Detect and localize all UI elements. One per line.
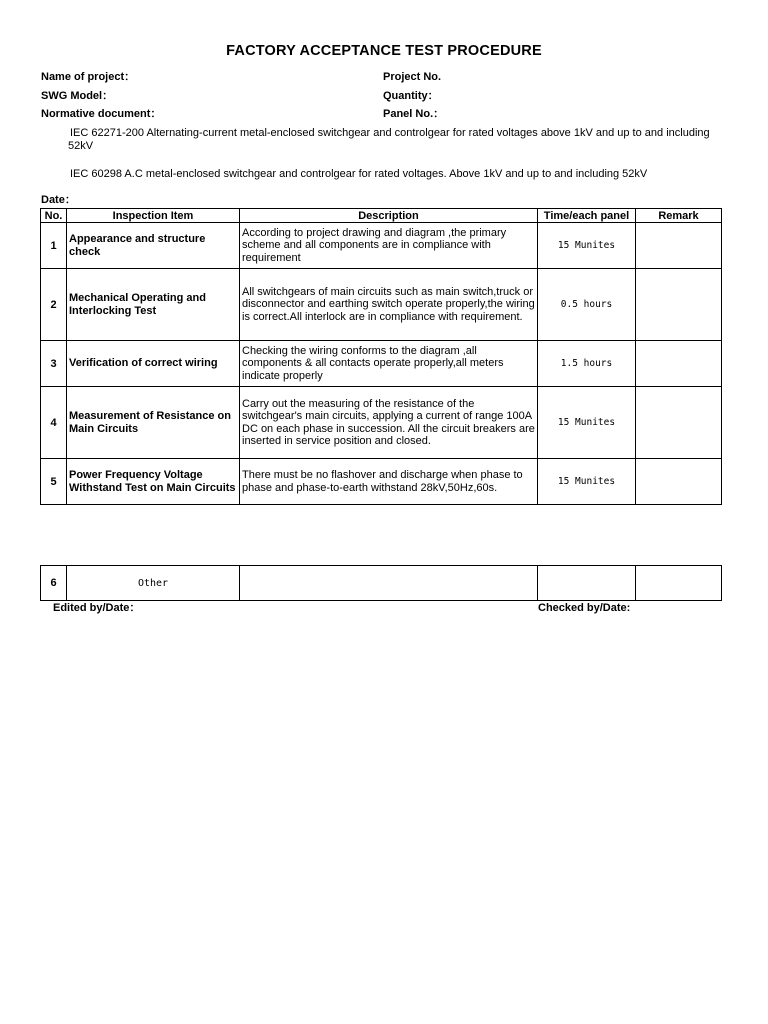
- table-row: [41, 459, 722, 505]
- time-cell: 15 Munites: [538, 459, 636, 505]
- time-cell: 0.5 hours: [538, 269, 636, 341]
- table-row: [41, 387, 722, 459]
- checked-by-label: Checked by/Date:: [538, 602, 631, 614]
- inspection-item: Verification of correct wiring: [67, 341, 240, 387]
- description-cell[interactable]: [240, 566, 538, 601]
- table-row-other: [41, 566, 722, 601]
- standard-iec-60298: IEC 60298 A.C metal-enclosed switchgear and controlgear for rated voltages. Above 1kV and up to and including 52kV: [70, 168, 648, 180]
- table-row: [41, 269, 722, 341]
- document-title: FACTORY ACCEPTANCE TEST PROCEDURE: [226, 43, 542, 59]
- description-cell: According to project drawing and diagram ,the primary scheme and all components are in compliance with requirement: [240, 223, 538, 269]
- header-remark: Remark: [636, 209, 722, 223]
- name-of-project-label: Name of project：: [41, 71, 136, 83]
- swg-model-label: SWG Model：: [41, 90, 114, 102]
- remark-cell[interactable]: [636, 223, 722, 269]
- time-cell: 15 Munites: [538, 387, 636, 459]
- row-number: 4: [41, 387, 67, 459]
- description-cell: All switchgears of main circuits such as main switch,truck or disconnector and earthing switch operate properly,the wiring is correct.All interlock are in compliance with requirement.: [240, 269, 538, 341]
- table-header-row: [41, 209, 722, 223]
- edited-by-label: Edited by/Date：: [53, 602, 141, 614]
- inspection-table: [40, 208, 722, 505]
- row-number: 3: [41, 341, 67, 387]
- inspection-item: Other: [67, 566, 240, 601]
- row-number: 1: [41, 223, 67, 269]
- remark-cell[interactable]: [636, 387, 722, 459]
- description-cell: There must be no flashover and discharge when phase to phase and phase-to-earth withstand 28kV,50Hz,60s.: [240, 459, 538, 505]
- table-row: [41, 341, 722, 387]
- inspection-item: Power Frequency Voltage Withstand Test on Main Circuits: [67, 459, 240, 505]
- remark-cell[interactable]: [636, 341, 722, 387]
- description-cell: Carry out the measuring of the resistance of the switchgear's main circuits, applying a current of range 100A DC on each phase in succession. All the circuit breakers are inserted in service position and closed.: [240, 387, 538, 459]
- header-no: No.: [41, 209, 67, 223]
- table-row: [41, 223, 722, 269]
- row-number: 5: [41, 459, 67, 505]
- inspection-item: Mechanical Operating and Interlocking Test: [67, 269, 240, 341]
- other-table: [40, 565, 722, 601]
- header-time: Time/each panel: [538, 209, 636, 223]
- header-description: Description: [240, 209, 538, 223]
- remark-cell[interactable]: [636, 269, 722, 341]
- inspection-item: Measurement of Resistance on Main Circuits: [67, 387, 240, 459]
- inspection-item: Appearance and structure check: [67, 223, 240, 269]
- header-inspection-item: Inspection Item: [67, 209, 240, 223]
- quantity-label: Quantity：: [383, 90, 439, 102]
- panel-no-label: Panel No.：: [383, 108, 445, 120]
- description-cell: Checking the wiring conforms to the diagram ,all components & all contacts operate properly,all meters indicate properly: [240, 341, 538, 387]
- row-number: 2: [41, 269, 67, 341]
- standard-iec-62271: IEC 62271-200 Alternating-current metal-enclosed switchgear and controlgear for rated voltages above 1kV and up to and including 52kV: [68, 127, 710, 152]
- remark-cell[interactable]: [636, 566, 722, 601]
- time-cell: 15 Munites: [538, 223, 636, 269]
- row-number: 6: [41, 566, 67, 601]
- remark-cell[interactable]: [636, 459, 722, 505]
- date-label: Date：: [41, 194, 76, 206]
- time-cell[interactable]: [538, 566, 636, 601]
- normative-document-label: Normative document：: [41, 108, 162, 120]
- time-cell: 1.5 hours: [538, 341, 636, 387]
- project-no-label: Project No.: [383, 71, 442, 83]
